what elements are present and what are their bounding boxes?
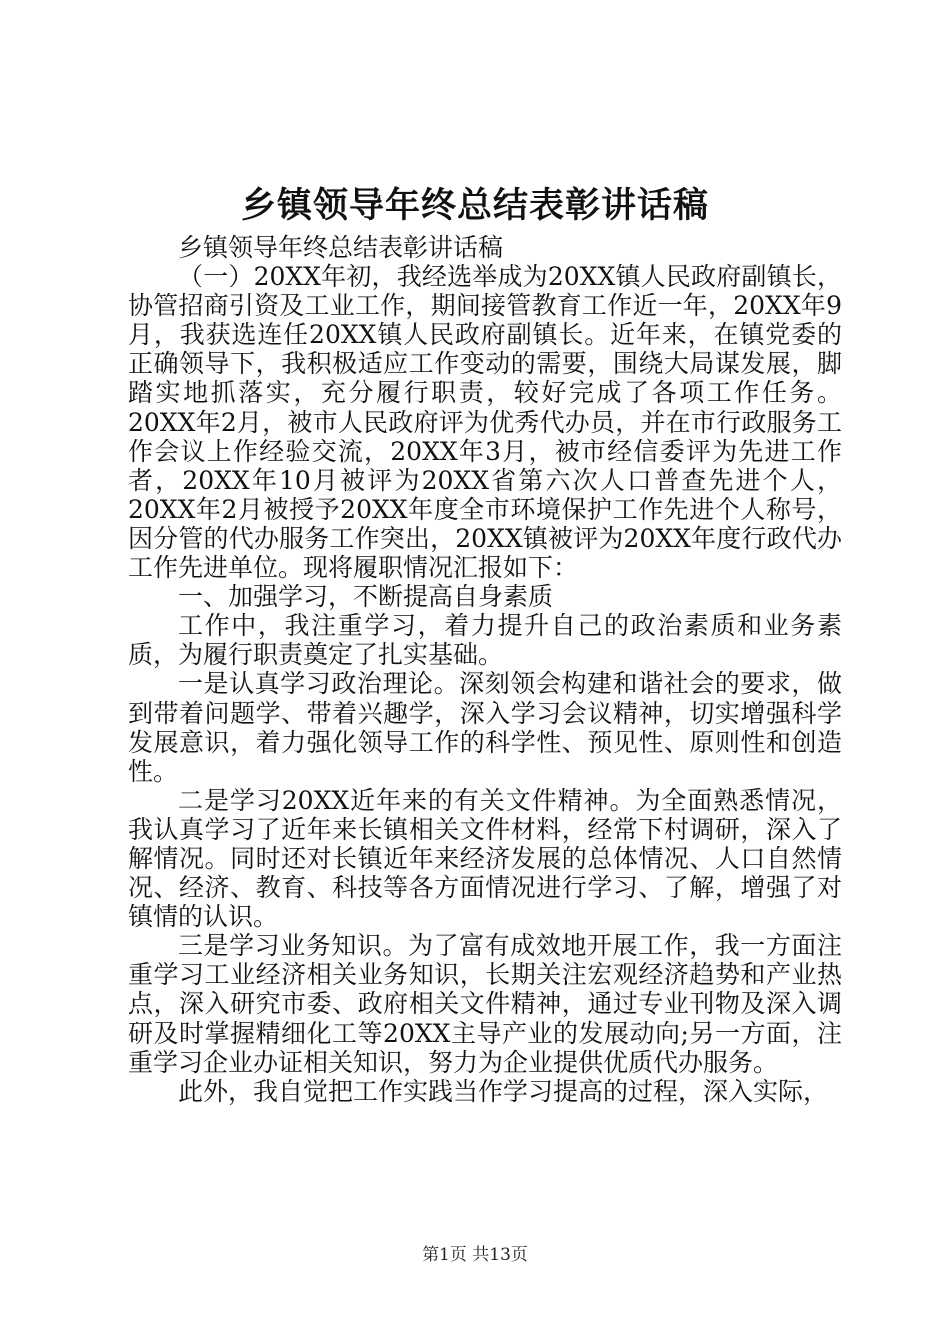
page-number: 第1页 共13页 xyxy=(422,1245,528,1265)
paragraph-intro: （一）20XX年初，我经选举成为20XX镇人民政府副镇长，协管招商引资及工业工作，期间接管教育工作近一年，20XX年9月，我获选连任20XX镇人民政府副镇长。近年来，在镇党委的正确领导下，我积极适应工作变动的需要，围绕大局谋发展，脚踏实地抓落实，充分履行职责，较好完成了各项工作任务。20XX年2月，被市人民政府评为优秀代办员，并在市行政服务工作会议上作经验交流，20XX年3月，被市经信委评为先进工作者，20XX年10月被评为20XX省第六次人口普查先进个人，20XX年2月被授予20XX年度全市环境保护工作先进个人称号，因分管的代办服务工作突出，20XX镇被评为20XX年度行政代办工作先进单位。现将履职情况汇报如下： xyxy=(128,262,842,583)
paragraph-study-summary: 工作中，我注重学习，着力提升自己的政治素质和业务素质，为履行职责奠定了扎实基础。 xyxy=(128,611,842,670)
paragraph-point-1: 一是认真学习政治理论。深刻领会构建和谐社会的要求，做到带着问题学、带着兴趣学，深入学习会议精神，切实增强科学发展意识，着力强化领导工作的科学性、预见性、原则性和创造性。 xyxy=(128,669,842,786)
document-title: 乡镇领导年终总结表彰讲话稿 xyxy=(240,185,709,226)
section-heading-1: 一、加强学习，不断提高自身素质 xyxy=(178,582,554,612)
paragraph-additional: 此外，我自觉把工作实践当作学习提高的过程，深入实际， xyxy=(178,1076,829,1106)
paragraph-point-3: 三是学习业务知识。为了富有成效地开展工作，我一方面注重学习工业经济相关业务知识，长期关注宏观经济趋势和产业热点，深入研究市委、政府相关文件精神，通过专业刊物及深入调研及时掌握精细化工等20XX主导产业的发展动向;另一方面，注重学习企业办证相关知识，努力为企业提供优质代办服务。 xyxy=(128,931,842,1077)
paragraph-subtitle: 乡镇领导年终总结表彰讲话稿 xyxy=(178,233,504,262)
document-body xyxy=(128,233,842,1106)
paragraph-point-2: 二是学习20XX近年来的有关文件精神。为全面熟悉情况，我认真学习了近年来长镇相关文件材料，经常下村调研，深入了解情况。同时还对长镇近年来经济发展的总体情况、人口自然情况、经济、教育、科技等各方面情况进行学习、了解，增强了对镇情的认识。 xyxy=(128,785,842,932)
